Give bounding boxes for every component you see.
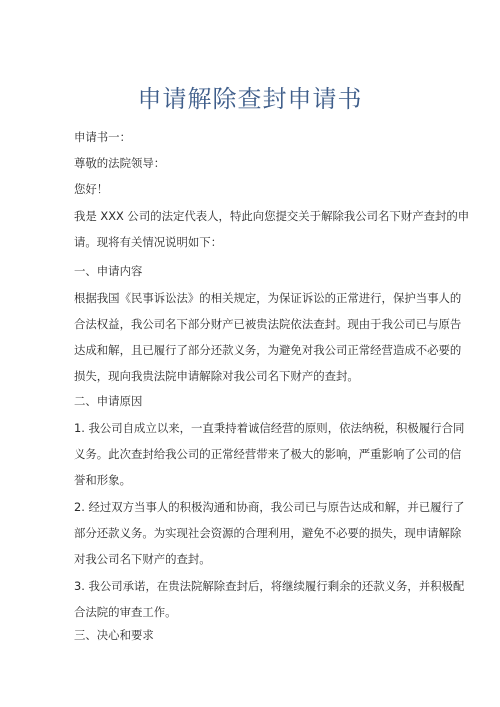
reason-item-1 [74,415,465,493]
paragraph-line: 3. 我公司承诺，在贵法院解除查封后，将继续履行剩余的还款义务，并积极配 [74,579,465,593]
paragraph-line: 对我公司名下财产的查封。 [74,552,211,566]
reason-item-2 [74,494,465,572]
paragraph-line: 达成和解，且已履行了部分还款义务，为避免对我公司正常经营造成不必要的 [74,343,462,357]
intro-line: 我是 XXX 公司的法定代表人，特此向您提交关于解除我公司名下财产查封的申 [74,209,470,223]
paragraph-line: 誉和形象。 [74,473,131,487]
paragraph-line: 部分还款义务。为实现社会资源的合理利用，避免不必要的损失，现申请解除 [74,526,462,540]
section-heading-request: 一、申请内容 [74,264,143,278]
section-heading-resolve: 三、决心和要求 [74,628,154,642]
paragraph-line: 义务。此次查封给我公司的正常经营带来了极大的影响，严重影响了公司的信 [74,447,462,461]
greeting: 您好！ [74,182,109,196]
paragraph-line: 损失，现向我贵法院申请解除对我公司名下财产的查封。 [74,369,359,383]
section-heading-reasons: 二、申请原因 [74,394,143,408]
paragraph-line: 根据我国《民事诉讼法》的相关规定，为保证诉讼的正常进行，保护当事人的 [74,291,462,305]
paragraph-line: 合法权益，我公司名下部分财产已被贵法院依法查封。现由于我公司已与原告 [74,317,462,331]
intro-line: 请。现将有关情况说明如下： [74,235,223,249]
intro-paragraph [74,203,470,255]
section1-paragraph [74,285,462,389]
header-label: 申请书一： [74,130,131,144]
salutation: 尊敬的法院领导： [74,156,166,170]
reason-item-3 [74,573,465,625]
paragraph-line: 1. 我公司自成立以来，一直秉持着诚信经营的原则，依法纳税，积极履行合同 [74,421,465,435]
document-title: 申请解除查封申请书 [137,85,363,113]
paragraph-line: 合法院的审查工作。 [74,605,177,619]
paragraph-line: 2. 经过双方当事人的积极沟通和协商，我公司已与原告达成和解，并已履行了 [74,500,465,514]
